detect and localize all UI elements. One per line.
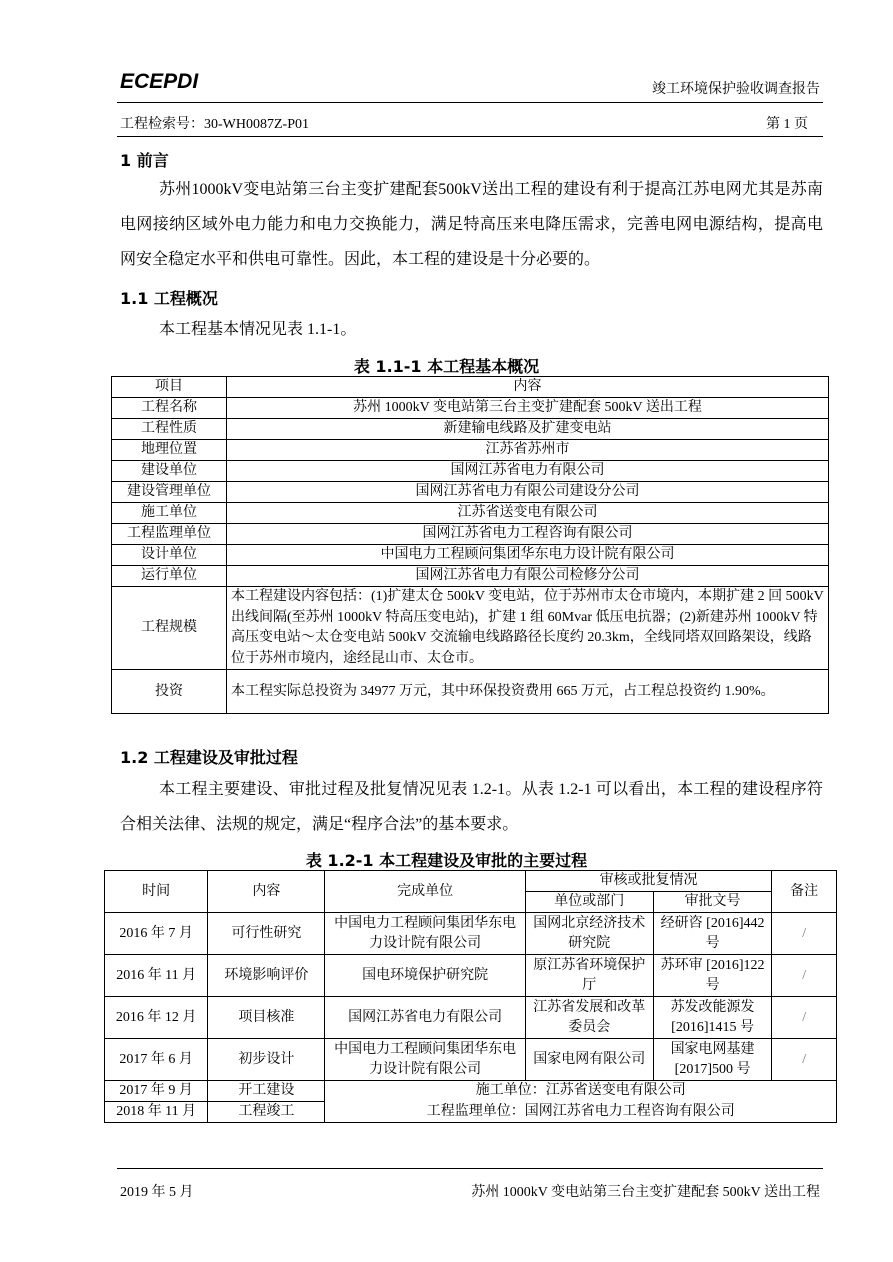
- cell-content: 开工建设: [208, 1081, 325, 1102]
- row-value: 国网江苏省电力有限公司: [227, 461, 829, 482]
- cell-unit: 中国电力工程顾问集团华东电力设计院有限公司: [325, 1039, 525, 1081]
- table-project-overview: [111, 376, 829, 714]
- table-row: [112, 461, 829, 482]
- cell-note: /: [772, 955, 837, 997]
- table-row: [105, 913, 837, 955]
- column-header: 内容: [208, 871, 325, 913]
- table-row: [112, 566, 829, 587]
- column-header: 内容: [227, 377, 829, 398]
- row-value: 国网江苏省电力工程咨询有限公司: [227, 524, 829, 545]
- column-header: 完成单位: [325, 871, 525, 913]
- cell-content: 工程竣工: [208, 1102, 325, 1123]
- cell-dept: 原江苏省环境保护厅: [525, 955, 653, 997]
- row-value: 苏州 1000kV 变电站第三台主变扩建配套 500kV 送出工程: [227, 398, 829, 419]
- row-label: 建设管理单位: [112, 482, 227, 503]
- row-label: 地理位置: [112, 440, 227, 461]
- cell-dept: 国网北京经济技术研究院: [525, 913, 653, 955]
- company-logo: ECEPDI: [120, 70, 199, 93]
- cell-dept: 江苏省发展和改革委员会: [525, 997, 653, 1039]
- paragraph-1-2: 本工程主要建设、审批过程及批复情况见表 1.2-1。从表 1.2-1 可以看出，本工程的建设程序符合相关法律、法规的规定，满足“程序合法”的基本要求。: [120, 781, 823, 833]
- row-value: 本工程实际总投资为 34977 万元，其中环保投资费用 665 万元，占工程总投资约 1.90%。: [227, 670, 829, 714]
- table-row: [105, 997, 837, 1039]
- row-label: 施工单位: [112, 503, 227, 524]
- table-row: [112, 419, 829, 440]
- row-label: 设计单位: [112, 545, 227, 566]
- header-rule-2: [117, 136, 823, 137]
- cell-doc: 苏环审 [2016]122 号: [653, 955, 772, 997]
- table-caption-2: 表 1.2-1 本工程建设及审批的主要过程: [305, 851, 588, 870]
- row-label: 工程监理单位: [112, 524, 227, 545]
- row-label: 建设单位: [112, 461, 227, 482]
- report-title: 竣工环境保护验收调查报告: [652, 82, 820, 97]
- cell-merged-info: 工程监理单位：国网江苏省电力工程咨询有限公司: [325, 1102, 837, 1123]
- cell-merged-info: 施工单位：江苏省送变电有限公司: [325, 1081, 837, 1102]
- cell-unit: 中国电力工程顾问集团华东电力设计院有限公司: [325, 913, 525, 955]
- table-row: [105, 1081, 837, 1102]
- column-header: 审核或批复情况: [525, 871, 772, 892]
- table-row: [112, 440, 829, 461]
- row-value: 国网江苏省电力有限公司检修分公司: [227, 566, 829, 587]
- row-value: 江苏省送变电有限公司: [227, 503, 829, 524]
- cell-time: 2017 年 6 月: [105, 1039, 208, 1081]
- cell-unit: 国网江苏省电力有限公司: [325, 997, 525, 1039]
- row-value: 国网江苏省电力有限公司建设分公司: [227, 482, 829, 503]
- cell-note: /: [772, 1039, 837, 1081]
- cell-content: 环境影响评价: [208, 955, 325, 997]
- column-header: 审批文号: [653, 892, 772, 913]
- column-header: 项目: [112, 377, 227, 398]
- header-rule: [117, 102, 823, 103]
- cell-time: 2017 年 9 月: [105, 1081, 208, 1102]
- cell-note: /: [772, 913, 837, 955]
- table-row: [112, 503, 829, 524]
- section-heading-1: 1 前言: [120, 151, 169, 170]
- row-label: 工程名称: [112, 398, 227, 419]
- table-row: [105, 1102, 837, 1123]
- table-row: [112, 398, 829, 419]
- cell-dept: 国家电网有限公司: [525, 1039, 653, 1081]
- table-row: [112, 670, 829, 714]
- table-row: [105, 955, 837, 997]
- table-approval-process: [104, 870, 837, 1123]
- page-number: 第 1 页: [766, 117, 808, 132]
- cell-time: 2016 年 12 月: [105, 997, 208, 1039]
- cell-content: 可行性研究: [208, 913, 325, 955]
- table-row: [112, 482, 829, 503]
- paragraph-1-1: 本工程基本情况见表 1.1-1。: [159, 321, 357, 338]
- cell-time: 2016 年 11 月: [105, 955, 208, 997]
- paragraph-intro: 苏州1000kV变电站第三台主变扩建配套500kV送出工程的建设有利于提高江苏电网尤其是苏南电网接纳区域外电力能力和电力交换能力，满足特高压来电降压需求，完善电网电源结构，提高电网安全稳定水平和供电可靠性。因此，本工程的建设是十分必要的。: [120, 181, 823, 268]
- project-index: 工程检索号：30-WH0087Z-P01: [120, 117, 309, 132]
- table-row: [112, 524, 829, 545]
- row-value: 本工程建设内容包括：(1)扩建太仓 500kV 变电站，位于苏州市太仓市境内，本期扩建 2 回 500kV 出线间隔(至苏州 1000kV 特高压变电站)，扩建 1 组 60Mvar 低压电抗器；(2)新建苏州 1000kV 特高压变电站～太仓变电站 500kV 交流输电线路路径长度约 20.3km，全线同塔双回路架设，线路位于苏州市境内，途经昆山市、太仓市。: [227, 587, 829, 670]
- row-label: 工程性质: [112, 419, 227, 440]
- row-value: 新建输电线路及扩建变电站: [227, 419, 829, 440]
- row-value: 江苏省苏州市: [227, 440, 829, 461]
- section-heading-1-1: 1.1 工程概况: [120, 289, 218, 308]
- cell-doc: 苏发改能源发 [2016]1415 号: [653, 997, 772, 1039]
- table-row: [112, 587, 829, 670]
- cell-note: /: [772, 997, 837, 1039]
- row-label: 工程规模: [112, 587, 227, 670]
- footer-project-name: 苏州 1000kV 变电站第三台主变扩建配套 500kV 送出工程: [471, 1185, 820, 1200]
- column-header: 时间: [105, 871, 208, 913]
- cell-content: 项目核准: [208, 997, 325, 1039]
- table-header-row: [105, 871, 837, 892]
- cell-doc: 经研咨 [2016]442 号: [653, 913, 772, 955]
- column-header: 备注: [772, 871, 837, 913]
- table-row: [112, 545, 829, 566]
- footer-rule: [117, 1168, 823, 1169]
- column-header: 单位或部门: [525, 892, 653, 913]
- table-row: [105, 1039, 837, 1081]
- cell-time: 2018 年 11 月: [105, 1102, 208, 1123]
- row-label: 运行单位: [112, 566, 227, 587]
- row-value: 中国电力工程顾问集团华东电力设计院有限公司: [227, 545, 829, 566]
- cell-doc: 国家电网基建 [2017]500 号: [653, 1039, 772, 1081]
- table-header-row: [112, 377, 829, 398]
- row-label: 投资: [112, 670, 227, 714]
- cell-unit: 国电环境保护研究院: [325, 955, 525, 997]
- cell-time: 2016 年 7 月: [105, 913, 208, 955]
- table-caption-1: 表 1.1-1 本工程基本概况: [353, 357, 540, 376]
- cell-content: 初步设计: [208, 1039, 325, 1081]
- section-heading-1-2: 1.2 工程建设及审批过程: [120, 748, 298, 767]
- footer-date: 2019 年 5 月: [120, 1185, 194, 1200]
